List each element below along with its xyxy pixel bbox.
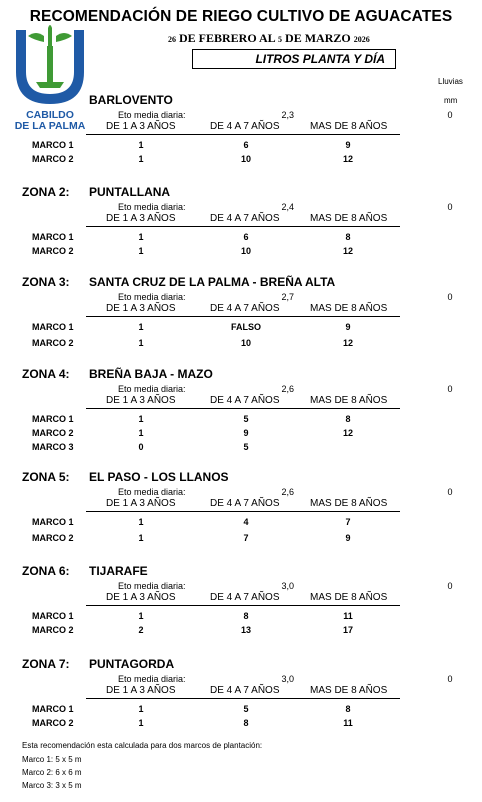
header-rule: [86, 316, 400, 317]
cell-8-plus: 9: [345, 322, 351, 332]
cell-1-3: 1: [138, 718, 144, 728]
cell-4-7: FALSO: [230, 322, 261, 332]
date-day-end: 5: [278, 35, 283, 44]
column-header-4-7: DE 4 A 7 AÑOS: [210, 303, 280, 314]
footer-marco-1: Marco 1: 5 x 5 m: [22, 755, 82, 764]
column-header-8-plus: MAS DE 8 AÑOS: [310, 213, 388, 224]
column-header-8-plus: MAS DE 8 AÑOS: [310, 303, 388, 314]
column-header-4-7: DE 4 A 7 AÑOS: [210, 395, 280, 406]
rain-value: 0: [447, 110, 453, 120]
column-header-4-7: DE 4 A 7 AÑOS: [210, 498, 280, 509]
zone-name: TIJARAFE: [89, 564, 148, 578]
column-header-1-3: DE 1 A 3 AÑOS: [106, 395, 176, 406]
zone-label: ZONA 3:: [22, 275, 70, 289]
cell-8-plus: 9: [345, 533, 351, 543]
table-row: [0, 140, 482, 153]
cell-4-7: 13: [240, 625, 251, 635]
cell-4-7: 5: [243, 442, 249, 452]
header-rule: [86, 408, 400, 409]
cell-8-plus: 12: [342, 338, 353, 348]
row-label: MARCO 2: [32, 533, 74, 543]
eto-value: 3,0: [281, 674, 294, 684]
header-rule: [86, 226, 400, 227]
rain-value: 0: [447, 384, 453, 394]
column-header-1-3: DE 1 A 3 AÑOS: [106, 685, 176, 696]
header-rule: [86, 605, 400, 606]
eto-label: Eto media diaria:: [118, 292, 186, 302]
row-label: MARCO 1: [32, 611, 74, 621]
date-range: [168, 31, 370, 46]
row-label: MARCO 2: [32, 246, 74, 256]
rain-value: 0: [447, 487, 453, 497]
row-label: MARCO 2: [32, 338, 74, 348]
eto-value: 3,0: [281, 581, 294, 591]
row-label: MARCO 3: [32, 442, 74, 452]
zone-label: ZONA 6:: [22, 564, 70, 578]
zone-label: ZONA 4:: [22, 367, 70, 381]
rain-header-label: Lluvias: [438, 77, 463, 86]
cell-4-7: 5: [243, 414, 249, 424]
column-header-1-3: DE 1 A 3 AÑOS: [106, 498, 176, 509]
eto-label: Eto media diaria:: [118, 384, 186, 394]
header-rule: [86, 511, 400, 512]
header-rule: [86, 698, 400, 699]
cell-1-3: 1: [138, 428, 144, 438]
cell-1-3: 1: [138, 154, 144, 164]
column-header-1-3: DE 1 A 3 AÑOS: [106, 303, 176, 314]
cell-1-3: 1: [138, 704, 144, 714]
column-header-8-plus: MAS DE 8 AÑOS: [310, 498, 388, 509]
zone-name: SANTA CRUZ DE LA PALMA - BREÑA ALTA: [89, 275, 336, 289]
cell-1-3: 1: [138, 533, 144, 543]
row-label: MARCO 1: [32, 414, 74, 424]
cell-4-7: 10: [240, 338, 251, 348]
cell-8-plus: 8: [345, 414, 351, 424]
eto-value: 2,3: [281, 110, 294, 120]
column-header-1-3: DE 1 A 3 AÑOS: [106, 592, 176, 603]
column-header-4-7: DE 4 A 7 AÑOS: [210, 121, 280, 132]
units-box: LITROS PLANTA Y DÍA: [192, 49, 396, 69]
cell-4-7: 5: [243, 704, 249, 714]
column-header-8-plus: MAS DE 8 AÑOS: [310, 592, 388, 603]
logo-text-line1: CABILDO: [26, 109, 74, 121]
table-row: [0, 611, 482, 624]
cell-4-7: 8: [243, 718, 249, 728]
cell-1-3: 1: [138, 338, 144, 348]
row-label: MARCO 1: [32, 322, 74, 332]
zone-name: PUNTAGORDA: [89, 657, 175, 671]
zone-block: [0, 185, 482, 275]
column-header-8-plus: MAS DE 8 AÑOS: [310, 685, 388, 696]
page-title: RECOMENDACIÓN DE RIEGO CULTIVO DE AGUACATES: [29, 8, 453, 25]
cell-8-plus: 12: [342, 154, 353, 164]
cell-1-3: 1: [138, 232, 144, 242]
eto-label: Eto media diaria:: [118, 581, 186, 591]
column-header-1-3: DE 1 A 3 AÑOS: [106, 213, 176, 224]
cell-1-3: 1: [138, 414, 144, 424]
rain-value: 0: [447, 581, 453, 591]
column-header-8-plus: MAS DE 8 AÑOS: [310, 395, 388, 406]
row-label: MARCO 2: [32, 428, 74, 438]
cell-8-plus: 12: [342, 246, 353, 256]
cell-8-plus: 12: [342, 428, 353, 438]
cell-4-7: 10: [240, 154, 251, 164]
zone-label: ZONA 5:: [22, 470, 70, 484]
row-label: MARCO 2: [32, 625, 74, 635]
zone-name: BREÑA BAJA - MAZO: [89, 367, 213, 381]
logo-text-line2: DE LA PALMA: [14, 120, 86, 132]
table-row: [0, 533, 482, 546]
table-row: [0, 154, 482, 167]
table-row: [0, 232, 482, 245]
cell-4-7: 6: [243, 140, 249, 150]
zone-label: ZONA 7:: [22, 657, 70, 671]
cell-4-7: 10: [240, 246, 251, 256]
cell-1-3: 1: [138, 517, 144, 527]
date-year: 2026: [353, 35, 370, 44]
cell-4-7: 4: [243, 517, 249, 527]
column-header-8-plus: MAS DE 8 AÑOS: [310, 121, 388, 132]
cell-8-plus: 7: [345, 517, 351, 527]
table-row: [0, 517, 482, 530]
footer-marco-3: Marco 3: 3 x 5 m: [22, 781, 82, 790]
rain-value: 0: [447, 202, 453, 212]
zone-label: ZONA 2:: [22, 185, 70, 199]
column-header-4-7: DE 4 A 7 AÑOS: [210, 685, 280, 696]
eto-label: Eto media diaria:: [118, 487, 186, 497]
cell-4-7: 9: [243, 428, 249, 438]
cell-4-7: 6: [243, 232, 249, 242]
cell-8-plus: 11: [343, 718, 353, 728]
table-row: [0, 442, 482, 455]
eto-label: Eto media diaria:: [118, 202, 186, 212]
header-rule: [86, 134, 400, 135]
zone-block: [0, 93, 482, 183]
eto-label: Eto media diaria:: [118, 110, 186, 120]
column-header-1-3: DE 1 A 3 AÑOS: [106, 121, 176, 132]
rain-value: 0: [447, 292, 453, 302]
table-row: [0, 428, 482, 441]
table-row: [0, 322, 482, 335]
row-label: MARCO 1: [32, 704, 74, 714]
cell-1-3: 1: [138, 322, 144, 332]
eto-value: 2,4: [281, 202, 294, 212]
zone-block: [0, 367, 482, 457]
zone-name: EL PASO - LOS LLANOS: [89, 470, 229, 484]
table-row: [0, 338, 482, 351]
zone-block: [0, 564, 482, 654]
cell-4-7: 7: [243, 533, 249, 543]
zone-block: [0, 470, 482, 560]
cell-8-plus: 11: [343, 611, 353, 621]
zone-name: BARLOVENTO: [89, 93, 173, 107]
eto-label: Eto media diaria:: [118, 674, 186, 684]
cell-1-3: 2: [138, 625, 144, 635]
zone-block: [0, 657, 482, 747]
rain-header-unit: mm: [444, 96, 458, 105]
zone-name: PUNTALLANA: [89, 185, 171, 199]
table-row: [0, 246, 482, 259]
row-label: MARCO 1: [32, 517, 74, 527]
zone-block: [0, 275, 482, 365]
table-row: [0, 718, 482, 731]
row-label: MARCO 2: [32, 718, 74, 728]
cell-8-plus: 9: [345, 140, 351, 150]
row-label: MARCO 1: [32, 232, 74, 242]
table-row: [0, 704, 482, 717]
cell-4-7: 8: [243, 611, 249, 621]
footer-note: Esta recomendación esta calculada para dos marcos de plantación:: [22, 741, 263, 750]
cell-8-plus: 17: [342, 625, 353, 635]
rain-value: 0: [447, 674, 453, 684]
table-row: [0, 625, 482, 638]
cell-1-3: 1: [138, 611, 144, 621]
table-row: [0, 414, 482, 427]
row-label: MARCO 2: [32, 154, 74, 164]
column-header-4-7: DE 4 A 7 AÑOS: [210, 213, 280, 224]
footer-marco-2: Marco 2: 6 x 6 m: [22, 768, 82, 777]
cell-8-plus: 8: [345, 232, 351, 242]
cell-1-3: 1: [138, 140, 144, 150]
eto-value: 2,6: [281, 384, 294, 394]
date-day-start: 26: [168, 35, 176, 44]
cell-1-3: 0: [138, 442, 144, 452]
cell-8-plus: 8: [345, 704, 351, 714]
date-month-start: DE FEBRERO AL: [176, 31, 279, 45]
row-label: MARCO 1: [32, 140, 74, 150]
eto-value: 2,7: [281, 292, 294, 302]
eto-value: 2,6: [281, 487, 294, 497]
cell-1-3: 1: [138, 246, 144, 256]
date-month-end: DE MARZO: [282, 31, 354, 45]
column-header-4-7: DE 4 A 7 AÑOS: [210, 592, 280, 603]
